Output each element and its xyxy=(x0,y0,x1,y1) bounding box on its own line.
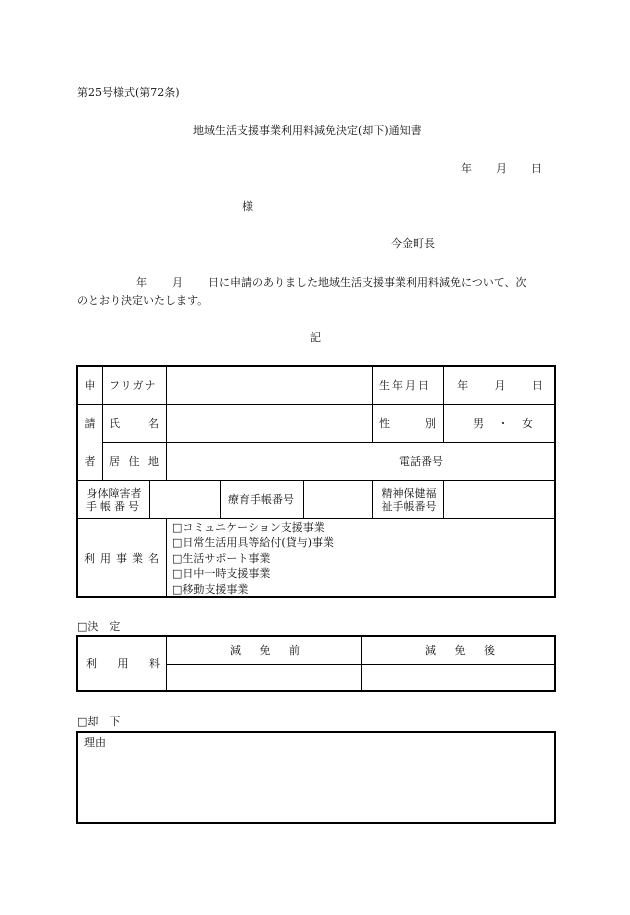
before-reduction-label: 減 免 前 xyxy=(230,644,300,657)
reason-label: 理由 xyxy=(84,736,106,749)
checkbox-icon[interactable]: □ xyxy=(77,715,88,728)
body-text-line2: のとおり決定いたします。 xyxy=(77,294,209,307)
service-item[interactable]: □生活サポート事業 xyxy=(172,551,271,565)
applicant-form xyxy=(76,365,556,598)
rejection-heading[interactable]: □却 下 xyxy=(77,715,121,728)
service-item[interactable]: □日中一時支援事業 xyxy=(172,567,271,581)
name-label: 氏 名 xyxy=(109,417,159,430)
service-item[interactable]: □日常生活用具等給付(貸与)事業 xyxy=(172,536,334,550)
ryoiku-handbook-label: 療育手帳番号 xyxy=(228,493,294,506)
furigana-label: フリガナ xyxy=(109,379,157,392)
reason-box[interactable] xyxy=(76,731,556,824)
issue-date xyxy=(461,162,542,176)
decision-table xyxy=(76,635,556,692)
service-item[interactable]: □コミュニケーション支援事業 xyxy=(172,521,325,534)
checkbox-icon[interactable]: □ xyxy=(77,620,88,633)
date-day: 日 xyxy=(531,162,542,175)
gender-label: 性 別 xyxy=(379,417,436,430)
checkbox-icon[interactable]: □ xyxy=(172,521,183,534)
address-field[interactable] xyxy=(167,443,397,480)
body-text: に申請のありました地域生活支援事業利用料減免について、次 xyxy=(219,276,527,289)
phone-label: 電話番号 xyxy=(399,455,443,468)
ki-mark: 記 xyxy=(310,331,321,344)
after-reduction-field[interactable] xyxy=(362,665,554,690)
mental-handbook-field[interactable] xyxy=(444,481,556,518)
service-item[interactable]: □移動支援事業 xyxy=(172,582,249,596)
physical-handbook-field[interactable] xyxy=(150,481,220,518)
body-date-year: 年 xyxy=(136,276,147,289)
document-title: 地域生活支援事業利用料減免決定(却下)通知書 xyxy=(193,124,422,137)
checkbox-icon[interactable]: □ xyxy=(172,536,183,550)
fee-label: 利 用 料 xyxy=(86,657,160,670)
name-field[interactable] xyxy=(167,405,372,442)
form-number: 第25号様式(第72条) xyxy=(77,86,180,99)
services-list xyxy=(172,520,334,597)
addressee-suffix: 様 xyxy=(242,200,253,213)
birthdate-label: 生年月日 xyxy=(379,379,431,392)
sender: 今金町長 xyxy=(391,237,435,250)
checkbox-icon[interactable]: □ xyxy=(172,551,183,565)
gender-male[interactable]: 男 xyxy=(473,417,484,430)
body-date-day: 日 xyxy=(208,276,219,289)
gender-options[interactable]: 男 ・ 女 xyxy=(473,417,533,430)
address-label: 居 住 地 xyxy=(109,455,159,468)
body-date-month: 月 xyxy=(172,276,183,289)
physical-handbook-label: 身体障害者 手帳番号 xyxy=(86,486,142,513)
birthdate-field[interactable]: 年 月 日 xyxy=(457,379,543,392)
before-reduction-field[interactable] xyxy=(167,665,361,690)
applicant-group-label: 申 請 者 xyxy=(84,379,96,468)
gender-female[interactable]: 女 xyxy=(522,417,533,430)
services-label: 利用事業名 xyxy=(84,551,164,565)
mental-handbook-label: 精神保健福 祉手帳番号 xyxy=(381,486,437,513)
checkbox-icon[interactable]: □ xyxy=(172,567,183,581)
date-year: 年 xyxy=(461,162,472,175)
body-text-line1 xyxy=(136,276,527,290)
furigana-field[interactable] xyxy=(167,367,372,404)
date-month: 月 xyxy=(496,162,507,175)
checkbox-icon[interactable]: □ xyxy=(172,582,183,596)
after-reduction-label: 減 免 後 xyxy=(425,644,495,657)
ryoiku-handbook-field[interactable] xyxy=(304,481,372,518)
decision-heading[interactable]: □決 定 xyxy=(77,620,121,633)
